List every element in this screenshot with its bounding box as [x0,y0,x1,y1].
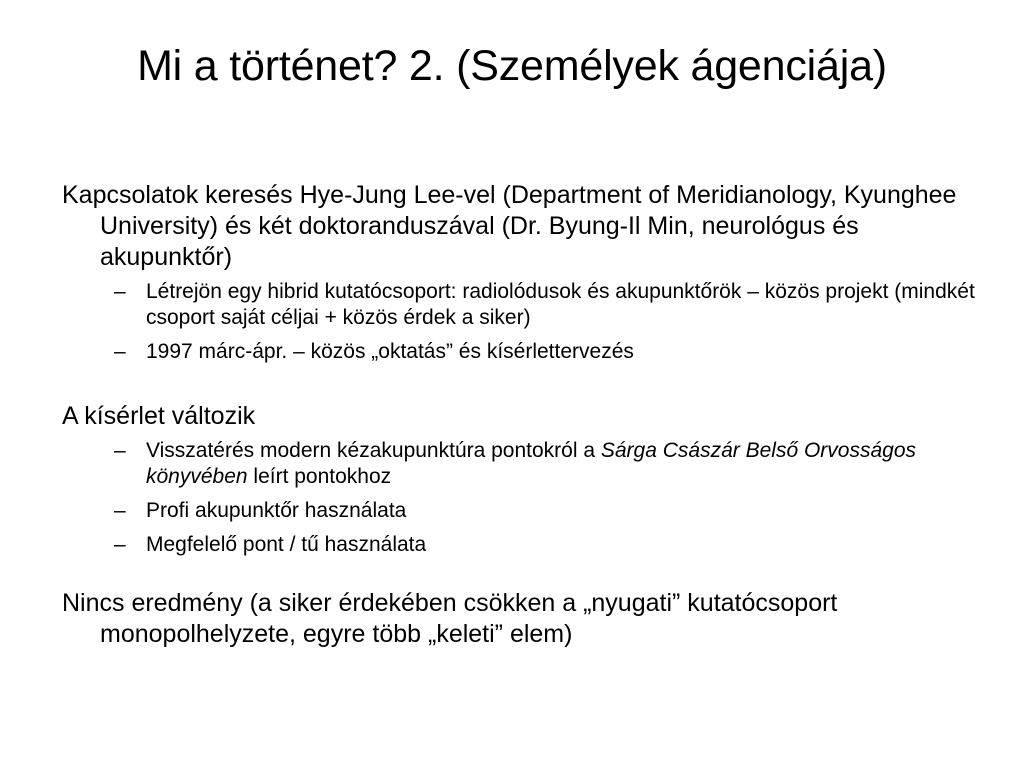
dash-marker: – [114,533,126,556]
sub-bullet [62,438,982,490]
bullet-level1: Nincs eredmény (a siker érdekében csökken a „nyugati” kutatócsoport monopolhelyzete, egyre több „keleti” elem) [62,589,838,648]
sub-bullet [62,532,982,558]
sub-bullet-text: Megfelelő pont / tű használata [146,533,427,556]
sub-bullet-list [62,438,982,558]
dash-marker: – [114,439,126,462]
text-run: leírt pontokhoz [247,465,392,488]
sub-bullet-text [146,439,916,488]
sub-bullet-list [62,279,982,365]
sub-bullet-text: Profi akupunktőr használata [146,499,407,522]
bullet-level1: Kapcsolatok keresés Hye-Jung Lee-vel (Department of Meridianology, Kyunghee University) és két doktoranduszával (Dr. Byung-Il Min, neurológus és akupunktőr) [62,181,957,271]
sub-bullet [62,498,982,524]
sub-bullet-text: Létrejön egy hibrid kutatócsoport: radiolódusok és akupunktőrök – közös projekt (mindkét csoport saját céljai + közös érdek a siker) [146,280,975,329]
slide-title: Mi a történet? 2. (Személyek ágenciája) [137,42,887,90]
dash-marker: – [114,280,126,303]
sub-bullet-text: 1997 márc-ápr. – közös „oktatás” és kísérlettervezés [146,340,634,363]
dash-marker: – [114,340,126,363]
bullet-level1: A kísérlet változik [62,402,256,430]
text-run: Visszatérés modern kézakupunktúra pontokról a [146,439,601,462]
book-title: Sárga Császár Belső Orvosságos könyvében [146,439,917,488]
slide-body [62,180,982,650]
dash-marker: – [114,499,126,522]
sub-bullet [62,279,982,331]
sub-bullet [62,339,982,365]
